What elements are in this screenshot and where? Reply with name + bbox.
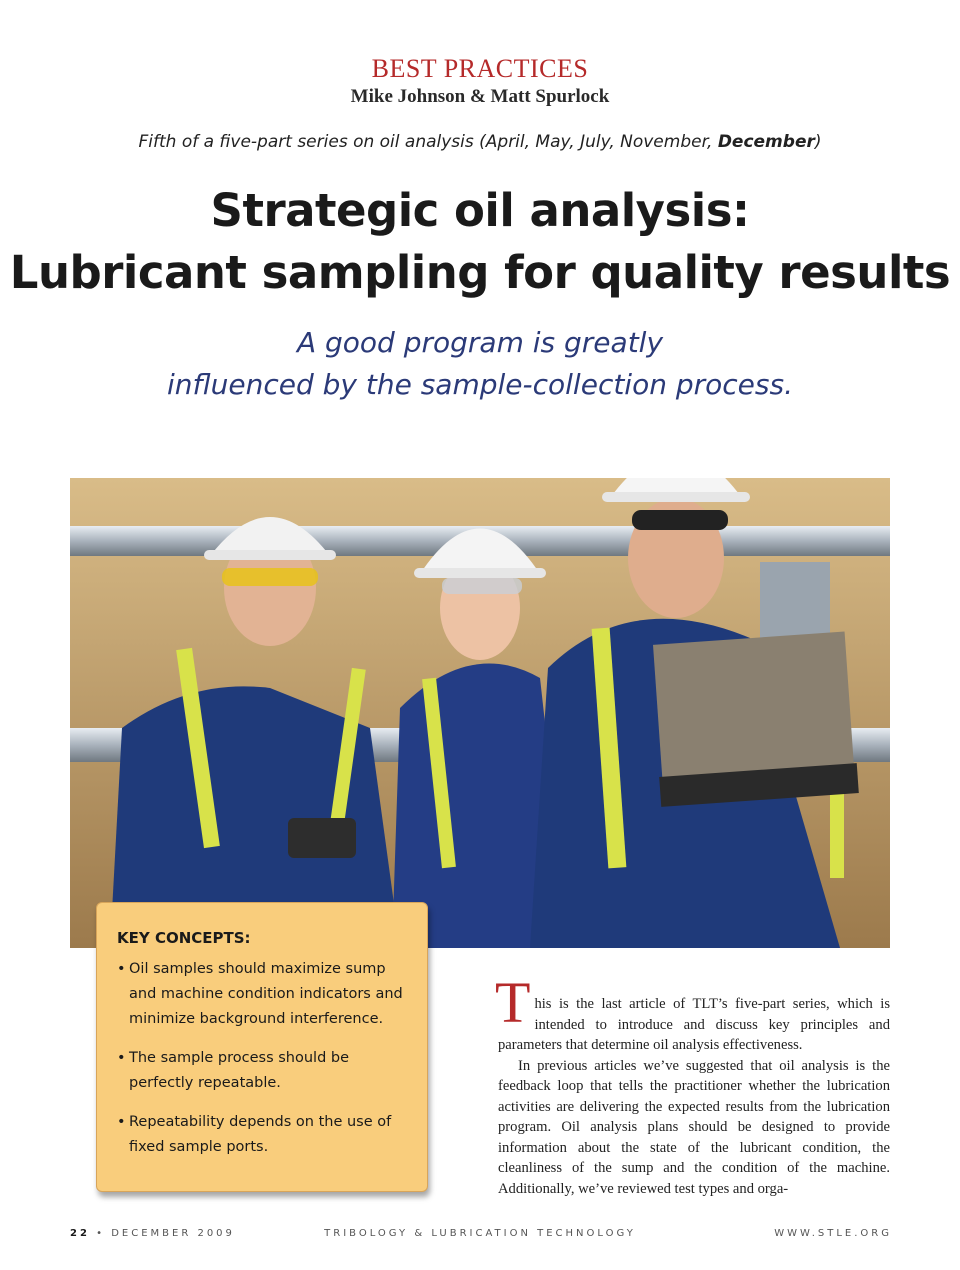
footer-website[interactable]: WWW.STLE.ORG <box>774 1228 892 1239</box>
key-concepts-title: KEY CONCEPTS: <box>117 929 251 947</box>
drop-cap: T <box>495 970 531 1035</box>
series-highlight: December <box>717 132 815 152</box>
section-tag: BEST PRACTICES <box>371 54 589 83</box>
byline: Mike Johnson & Matt Spurlock <box>350 86 610 107</box>
key-concepts-list <box>117 957 409 1160</box>
issue-date: DECEMBER 2009 <box>111 1228 235 1239</box>
article-paragraph-1-text: his is the last article of TLT’s five-part series, which is intended to introduce and discuss key principles and parameters that determine oil analysis effectiveness. <box>498 996 890 1053</box>
series-prefix: Fifth of a five-part series on oil analysis (April, May, July, November, <box>138 132 718 152</box>
page-number: 22 <box>70 1228 90 1239</box>
key-concept-item: • Repeatability depends on the use of fixed sample ports. <box>117 1110 409 1160</box>
article-body <box>495 970 890 1199</box>
key-concept-item: • The sample process should be perfectly repeatable. <box>117 1046 409 1096</box>
footer-separator: • <box>96 1228 106 1239</box>
article-paragraph-2: In previous articles we’ve suggested that oil analysis is the feedback loop that tells the practitioner whether the lubrication activities are delivering the expected results from the lubrication program. Oil analysis plans should be designed to provide information about the state of the lubricant condition, the cleanliness of the sump and the condition of the machine. Additionally, we’ve reviewed test types and orga- <box>498 1057 890 1197</box>
deck <box>0 322 960 406</box>
deck-line-1: A good program is greatly <box>296 326 664 359</box>
footer-publication: TRIBOLOGY & LUBRICATION TECHNOLOGY <box>324 1228 636 1239</box>
series-note <box>0 132 960 152</box>
series-suffix: ) <box>814 132 822 152</box>
key-concept-item: • Oil samples should maximize sump and machine condition indicators and minimize background interference. <box>117 957 409 1032</box>
deck-line-2: influenced by the sample-collection process. <box>167 368 793 401</box>
article-paragraph-1 <box>495 970 890 1056</box>
workers-photo <box>70 478 890 948</box>
headline-line-1: Strategic oil analysis: <box>210 184 750 237</box>
workers-photo-illustration <box>70 478 890 948</box>
headline <box>0 180 960 304</box>
key-concepts-box <box>96 902 428 1192</box>
headline-line-2: Lubricant sampling for quality results <box>9 246 951 299</box>
